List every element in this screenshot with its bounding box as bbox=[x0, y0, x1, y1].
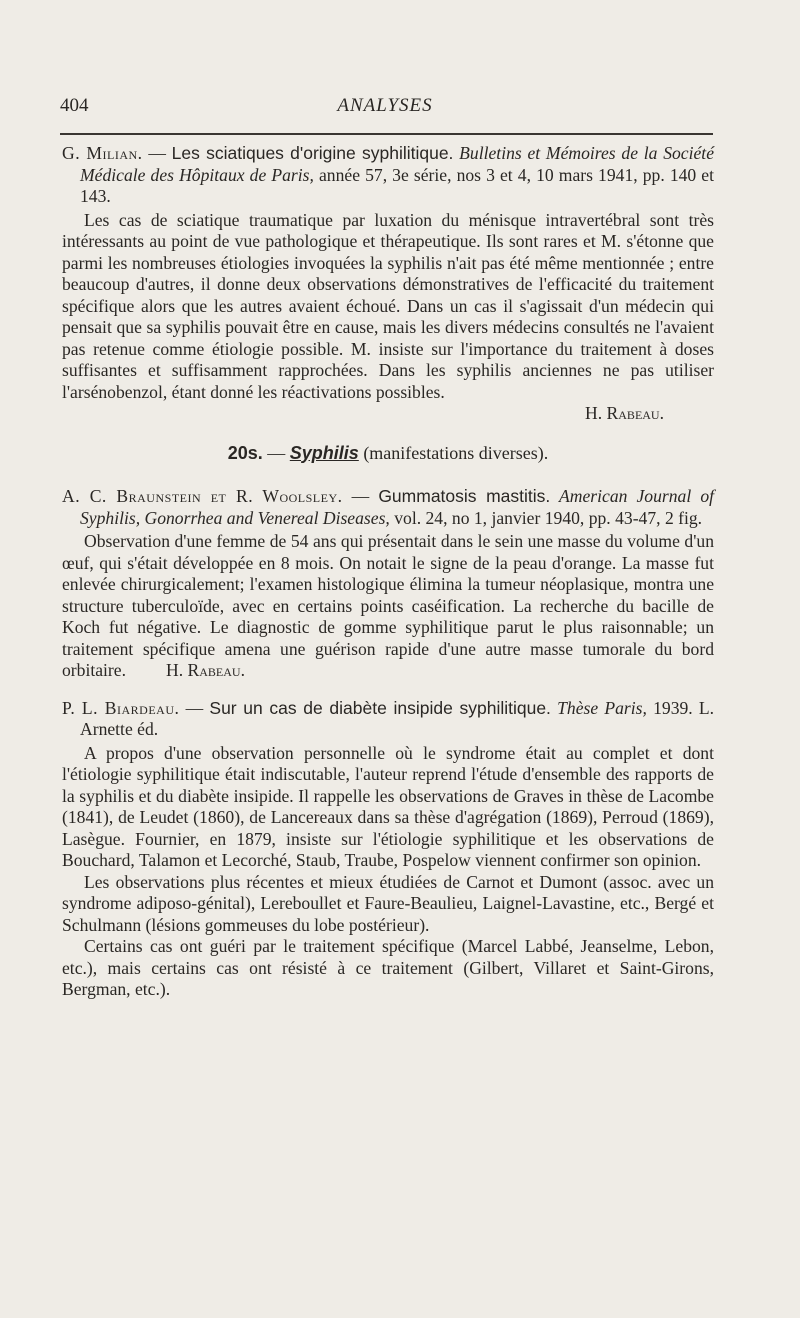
ref-details: 1939. L. Arnette éd. bbox=[80, 697, 715, 739]
ref-title: Sur un cas de diabète insipide syphilitique. bbox=[209, 697, 551, 718]
abstract-body-paragraph-2: Les observations plus récentes et mieux étudiées de Carnot et Dumont (assoc. avec un syndrome adiposo-génital), Lereboullet et Faure-Beaulieu, Laignel-Lavastine, etc., Bergé et Schulmann (lésions gommeuses du lobe postérieur). bbox=[62, 871, 714, 935]
signature-name: H. Rabeau. bbox=[585, 403, 664, 423]
reference bbox=[62, 143, 714, 208]
section-subtitle: (manifestations diverses). bbox=[358, 442, 549, 463]
ref-author: A. C. Braunstein et R. Woolsley. bbox=[62, 486, 343, 506]
spacer bbox=[62, 682, 714, 698]
page-number: 404 bbox=[60, 95, 89, 116]
ref-author: P. L. Biardeau. bbox=[62, 697, 180, 718]
ref-source: Bulletins et Mémoires de la Société Médicale des Hôpitaux de Paris, bbox=[80, 143, 714, 185]
abstract-body-paragraph-1: A propos d'une observation personnelle où le syndrome était au complet et dont l'étiologie syphilitique était indiscutable, l'auteur reprend l'étude d'ensemble des rapports de la syphilis et du diabète insipide. Il rappelle les observations de Graves in thèse de Lacombe (1841), de Leudet (1860), de Lancereaux dans sa thèse d'agrégation (1869), Perroud (1869), Lasègue. Fournier, en 1879, insiste sur l'étiologie syphilitique et les observations de Bouchard, Talamon et Lecorché, Staub, Traube, Pospelow viennent confirmer son opinion. bbox=[62, 742, 714, 870]
header-rule bbox=[60, 133, 713, 135]
ref-title: Gummatosis mastitis. bbox=[378, 486, 551, 506]
ref-dash: — bbox=[142, 143, 172, 163]
ref-details: année 57, 3e série, nos 3 et 4, 10 mars 1941, pp. 140 et 143. bbox=[80, 164, 714, 206]
ref-source: Thèse Paris, bbox=[550, 697, 647, 718]
ref-title: Les sciatiques d'origine syphilitique. bbox=[171, 143, 454, 163]
ref-source: American Journal of Syphilis, Gonorrhea and Venereal Diseases, bbox=[80, 486, 715, 528]
abstract-body-paragraph-3: Certains cas ont guéri par le traitement spécifique (Marcel Labbé, Jeanselme, Lebon, etc.), mais certains cas ont résisté à ce traitement (Gilbert, Villaret et Saint-Girons, Bergman, etc.). bbox=[62, 936, 714, 999]
abstract-entry-1 bbox=[62, 143, 714, 425]
reference bbox=[62, 698, 714, 741]
signature-name: H. Rabeau. bbox=[166, 660, 245, 680]
section-number: 20s. bbox=[227, 442, 263, 463]
ref-details: vol. 24, no 1, janvier 1940, pp. 43-47, 2 fig. bbox=[389, 507, 703, 528]
abstract-body bbox=[62, 531, 714, 682]
abstract-text: Observation d'une femme de 54 ans qui présentait dans le sein une masse du volume d'un œuf, qui s'était développée en 8 mois. On notait le signe de la peau d'orange. La masse fut enlevée chirurgicalement; l'examen histologique élimina la tumeur néoplasique, montra une structure tuberculoïde, avec en certains points caséification. La recherche du bacille de Koch fut négative. Le diagnostic de gomme syphilitique parut le plus raisonnable; un traitement spécifique amena une guérison rapide d'une autre masse tumorale du bord orbitaire. bbox=[62, 531, 714, 680]
page-content bbox=[62, 143, 714, 1001]
signature bbox=[62, 403, 664, 425]
section-title: Syphilis bbox=[289, 442, 359, 463]
running-head bbox=[60, 95, 710, 123]
ref-dash: — bbox=[342, 486, 379, 506]
ref-dash: — bbox=[179, 697, 210, 718]
abstract-body: Les cas de sciatique traumatique par luxation du ménisque intravertébral sont très intéressants au point de vue pathologique et thérapeutique. Ils sont rares et M. s'étonne que parmi les nombreuses étiologies invoquées la syphilis n'ait pas été même mentionnée ; entre beaucoup d'autres, il donne deux observations démonstratives de l'efficacité du traitement spécifique alors que les autres avaient échoué. Dans un cas il s'agissait d'un médecin qui pensait que sa syphilis pouvait être en cause, mais les divers médecins consultés ne l'avaient pas retenue comme étiologie possible. M. insiste sur l'importance du traitement à doses suffisantes et suffisamment rapprochées. Dans les syphilis anciennes ne pas utiliser l'arsénobenzol, étant donné les réactivations possibles. bbox=[62, 209, 714, 402]
abstract-entry-3 bbox=[62, 698, 714, 1001]
abstract-entry-2 bbox=[62, 486, 714, 682]
running-title: ANALYSES bbox=[337, 95, 433, 116]
section-dash: — bbox=[262, 442, 290, 463]
reference bbox=[62, 486, 714, 529]
ref-author: G. Milian. bbox=[62, 143, 143, 163]
section-heading bbox=[62, 443, 714, 465]
